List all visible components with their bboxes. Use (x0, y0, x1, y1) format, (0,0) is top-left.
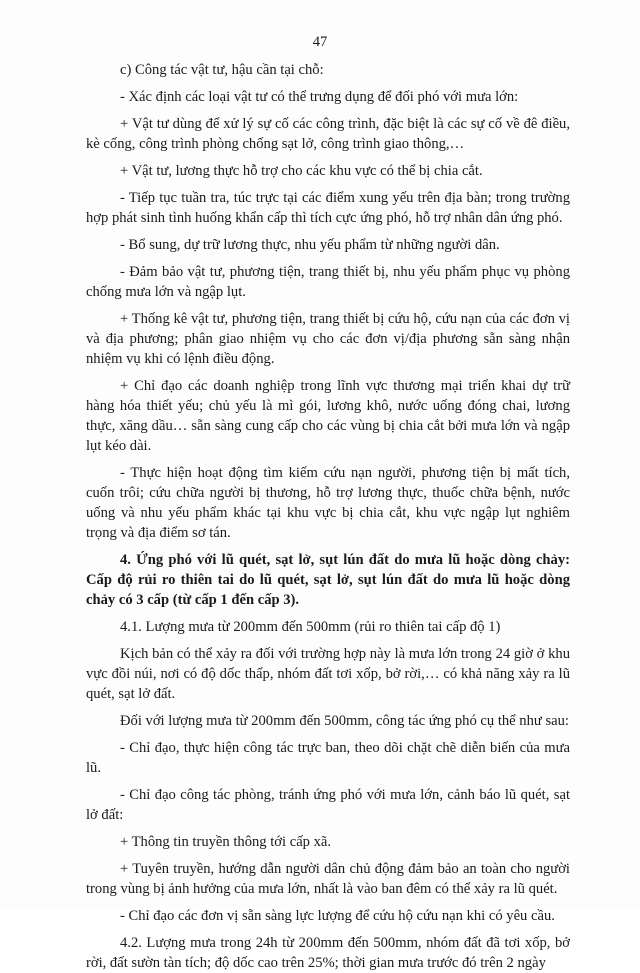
paragraph: c) Công tác vật tư, hậu cần tại chỗ: (120, 62, 324, 78)
paragraph: + Vật tư dùng để xử lý sự cố các công trình, đặc biệt là các sự cố về đê điều, kè cống, công trình phòng chống sạt lở, công trình giao thông,… (86, 116, 570, 152)
paragraph: - Tiếp tục tuần tra, túc trực tại các điểm xung yếu trên địa bàn; trong trường hợp phát sinh tình huống khẩn cấp thì tích cực ứng phó, hỗ trợ nhân dân ứng phó. (86, 190, 570, 226)
page-number: 47 (312, 34, 328, 50)
subsection-heading: 4.1. Lượng mưa từ 200mm đến 500mm (rủi ro thiên tai cấp độ 1) (120, 619, 501, 635)
paragraph: - Chỉ đạo, thực hiện công tác trực ban, theo dõi chặt chẽ diễn biến của mưa lũ. (86, 740, 570, 776)
paragraph: + Tuyên truyền, hướng dẫn người dân chủ động đảm bảo an toàn cho người trong vùng bị ảnh hưởng của mưa lớn, nhất là vào ban đêm có thể xảy ra lũ quét. (86, 861, 570, 897)
paragraph: + Vật tư, lương thực hỗ trợ cho các khu vực có thể bị chia cắt. (120, 163, 483, 179)
paragraph: - Thực hiện hoạt động tìm kiếm cứu nạn người, phương tiện bị mất tích, cuốn trôi; cứu chữa người bị thương, hỗ trợ lương thực, thuốc chữa bệnh, nước uống và nhu yếu phẩm khác tại khu vực bị chia cắt, khu vực ngập lụt nghiêm trọng và địa điểm sơ tán. (86, 465, 570, 541)
paragraph: - Bổ sung, dự trữ lương thực, nhu yếu phẩm từ những người dân. (120, 237, 500, 253)
paragraph: - Chỉ đạo các đơn vị sẵn sàng lực lượng để cứu hộ cứu nạn khi có yêu cầu. (120, 908, 555, 924)
section-heading: 4. Ứng phó với lũ quét, sạt lở, sụt lún đất do mưa lũ hoặc dòng chảy: Cấp độ rủi ro thiên tai do lũ quét, sạt lở, sụt lún đất do mưa lũ hoặc dòng chảy có 3 cấp (từ cấp 1 đến cấp 3). (86, 552, 570, 608)
paragraph: + Thống kê vật tư, phương tiện, trang thiết bị cứu hộ, cứu nạn của các đơn vị và địa phương; phân giao nhiệm vụ cho các đơn vị/địa phương sẵn sàng nhận nhiệm vụ khi có lệnh điều động. (86, 311, 570, 367)
paragraph: - Chỉ đạo công tác phòng, tránh ứng phó với mưa lớn, cảnh báo lũ quét, sạt lở đất: (86, 787, 570, 823)
paragraph: Kịch bản có thể xảy ra đối với trường hợp này là mưa lớn trong 24 giờ ở khu vực đồi núi, nơi có độ dốc thấp, nhóm đất tơi xốp, bở rời,… có khả năng xảy ra lũ quét, sạt lở đất. (86, 646, 570, 702)
paragraph: + Thông tin truyền thông tới cấp xã. (120, 834, 332, 850)
paragraph: - Đảm bảo vật tư, phương tiện, trang thiết bị, nhu yếu phẩm phục vụ phòng chống mưa lớn và ngập lụt. (86, 264, 570, 300)
paragraph: + Chỉ đạo các doanh nghiệp trong lĩnh vực thương mại triển khai dự trữ hàng hóa thiết yếu; chủ yếu là mì gói, lương khô, nước uống đóng chai, lương thực, xăng dầu… sẵn sàng cung cấp cho các vùng bị chia cắt bởi mưa lớn và ngập lụt kéo dài. (86, 378, 570, 454)
document-body (86, 60, 570, 973)
subsection-heading: 4.2. Lượng mưa trong 24h từ 200mm đến 500mm, nhóm đất đã tơi xốp, bở rời, đất sườn tàn tích; độ dốc cao trên 25%; thời gian mưa trước đó trên 2 ngày (86, 935, 570, 971)
paragraph: Đối với lượng mưa từ 200mm đến 500mm, công tác ứng phó cụ thể như sau: (120, 713, 569, 729)
paragraph: - Xác định các loại vật tư có thể trưng dụng để đối phó với mưa lớn: (120, 89, 519, 105)
